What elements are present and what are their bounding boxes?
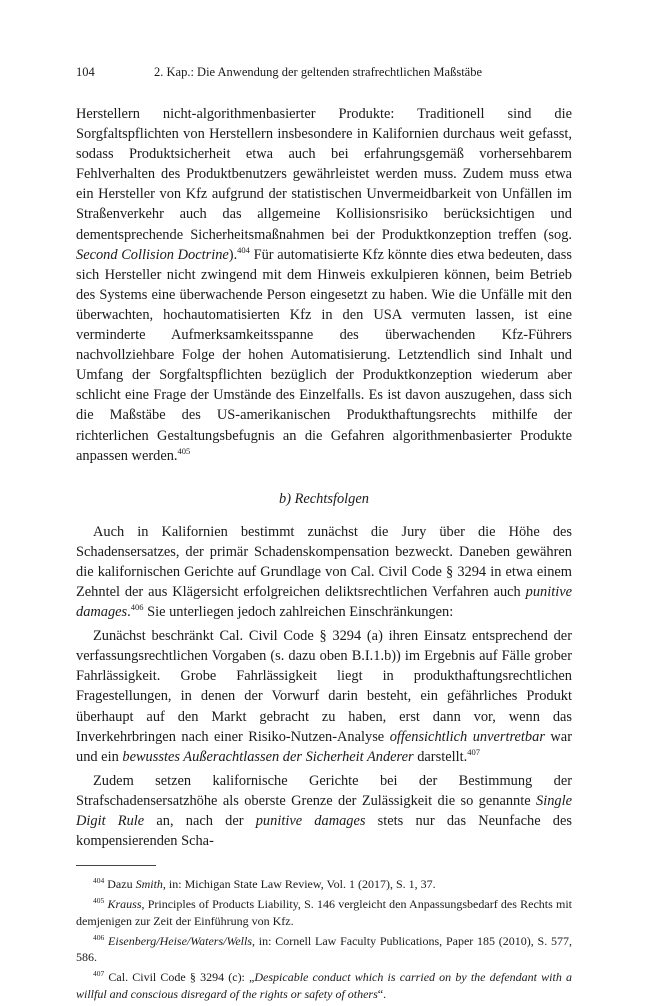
footnotes bbox=[76, 876, 572, 1003]
paragraph: Auch in Kalifornien bestimmt zunächst die Jury über die Höhe des Schadensersatzes, der primär Schadenskompensation bezweckt. Daneben gewähren die kalifornischen Gerichte auf Grundlage von Cal. Civil Code § 3294 in etwa einem Zehntel der aus Klägersicht erfolgreichen deliktsrechtlichen Verfahren auch punitive damages.$^{406}$ Sie unterliegen jedoch zahlreichen Einschränkungen: bbox=[76, 523, 572, 621]
paragraph-continuation: Herstellern nicht-algorithmenbasierter Produkte: Traditionell sind die Sorgfaltspflichten von Herstellern insbesondere in Kalifornien durchaus weit gefasst, sodass Produktsicherheit etwa auch bei erfahrungsgemäß vorhersehbarem Fehlverhalten des Produktbenutzers gewährleistet werden muss. Zudem muss etwa ein Hersteller von Kfz aufgrund der statistischen Unvermeidbarkeit von Unfällen im Straßenverkehr auch das allgemeine Kollisionsrisiko berücksichtigen und dementsprechende Sicherheitsmaßnahmen bei der Produktkonzeption treffen (sog. Second Collision Doctrine).$^{404}$ Für automatisierte Kfz könnte dies etwa bedeuten, dass sich Hersteller nicht zwingend mit dem Hinweis exkulpieren können, beim Betrieb des Systems eine überwachende Person eingesetzt zu haben. Wie die Unfälle mit den überwachten, hochautomatisierten Kfz in den USA vermuten lassen, ist eine verminderte Aufmerksamkeitsspanne des überwachenden Kfz-Führers nachvollziehbare Folge der hohen Automatisierung. Letztendlich sind Inhalt und Umfang der Sorgfaltspflichten bezüglich der Produktkonzeption wiederum aber schlicht eine Frage der Umstände des Einzelfalls. Es ist davon auszugehen, dass sich die Maßstäbe des US-amerikanischen Produkthaftungsrechts mithilfe der richterlichen Gestaltungsbefugnis an die Gefahren algorithmenbasierter Produkte anpassen werden.$^{405}$ bbox=[76, 106, 572, 464]
section-heading: b) Rechtsfolgen bbox=[279, 490, 369, 507]
page bbox=[76, 64, 572, 1006]
main-text bbox=[76, 104, 572, 851]
paragraph: Zunächst beschränkt Cal. Civil Code § 3294 (a) ihren Einsatz entsprechend der verfassungsrechtlichen Vorgaben (s. dazu oben B.I.1.b)) im Ergebnis auf Fälle grober Fahrlässigkeit. Grobe Fahrlässigkeit liegt in produkthaftungsrechtlichen Fragestellungen, in denen der Vorwurf darin besteht, ein gefährliches Produkt überhaupt auf den Markt gebracht zu haben, erst dann vor, wenn das Inverkehrbringen nach einer Risiko-Nutzen-Analyse offensichtlich unvertretbar war und ein bewusstes Außerachtlassen der Sicherheit Anderer darstellt.$^{407}$ bbox=[76, 628, 572, 765]
footnote-ref-406[interactable]: 406 bbox=[130, 602, 144, 613]
running-title: 2. Kap.: Die Anwendung der geltenden strafrechtlichen Maßstäbe bbox=[154, 65, 483, 79]
paragraph: Zudem setzen kalifornische Gerichte bei der Bestimmung der Strafschadensersatzhöhe als oberste Grenze der Zulässigkeit die so genannte Single Digit Rule an, nach der punitive damages stets nur das Neunfache des kompensierenden Scha- bbox=[76, 772, 572, 850]
italic-term: offensichtlich unvertretbar bbox=[389, 728, 545, 745]
footnote-ref-404[interactable]: 404 bbox=[237, 244, 250, 255]
italic-term: punitive damages bbox=[76, 583, 572, 621]
italic-term: bewusstes Außerachtlassen der Sicherheit Anderer bbox=[122, 748, 414, 765]
footnote-ref-407[interactable]: 407 bbox=[467, 746, 480, 757]
footnote-405: $^{405}$ Krauss, Principles of Products Liability, S. 146 vergleicht den Anpassungsbedarf des Rechts mit demjenigen zur Zeit der Einführung von Kfz. bbox=[76, 895, 572, 928]
italic-term: Second Collision Doctrine bbox=[76, 246, 229, 263]
italic-term: punitive damages bbox=[255, 813, 366, 829]
footnote-divider bbox=[76, 865, 156, 866]
footnote-ref-405[interactable]: 405 bbox=[177, 445, 191, 456]
page-number: 104 bbox=[76, 65, 95, 79]
footnote-404: $^{404}$ Dazu Smith, in: Michigan State Law Review, Vol. 1 (2017), S. 1, 37. bbox=[93, 876, 436, 892]
italic-term: Single Digit Rule bbox=[76, 792, 572, 829]
footnote-406: $^{406}$ Eisenberg/Heise/Waters/Wells, in: Cornell Law Faculty Publications, Paper 185 (2010), S. 577, 586. bbox=[76, 932, 573, 965]
running-header bbox=[76, 64, 572, 80]
footnote-407: $^{407}$ Cal. Civil Code § 3294 (c): „Despicable conduct which is carried on by the defendant with a willful and conscious disregard of the rights or safety of others“. bbox=[76, 969, 572, 1001]
